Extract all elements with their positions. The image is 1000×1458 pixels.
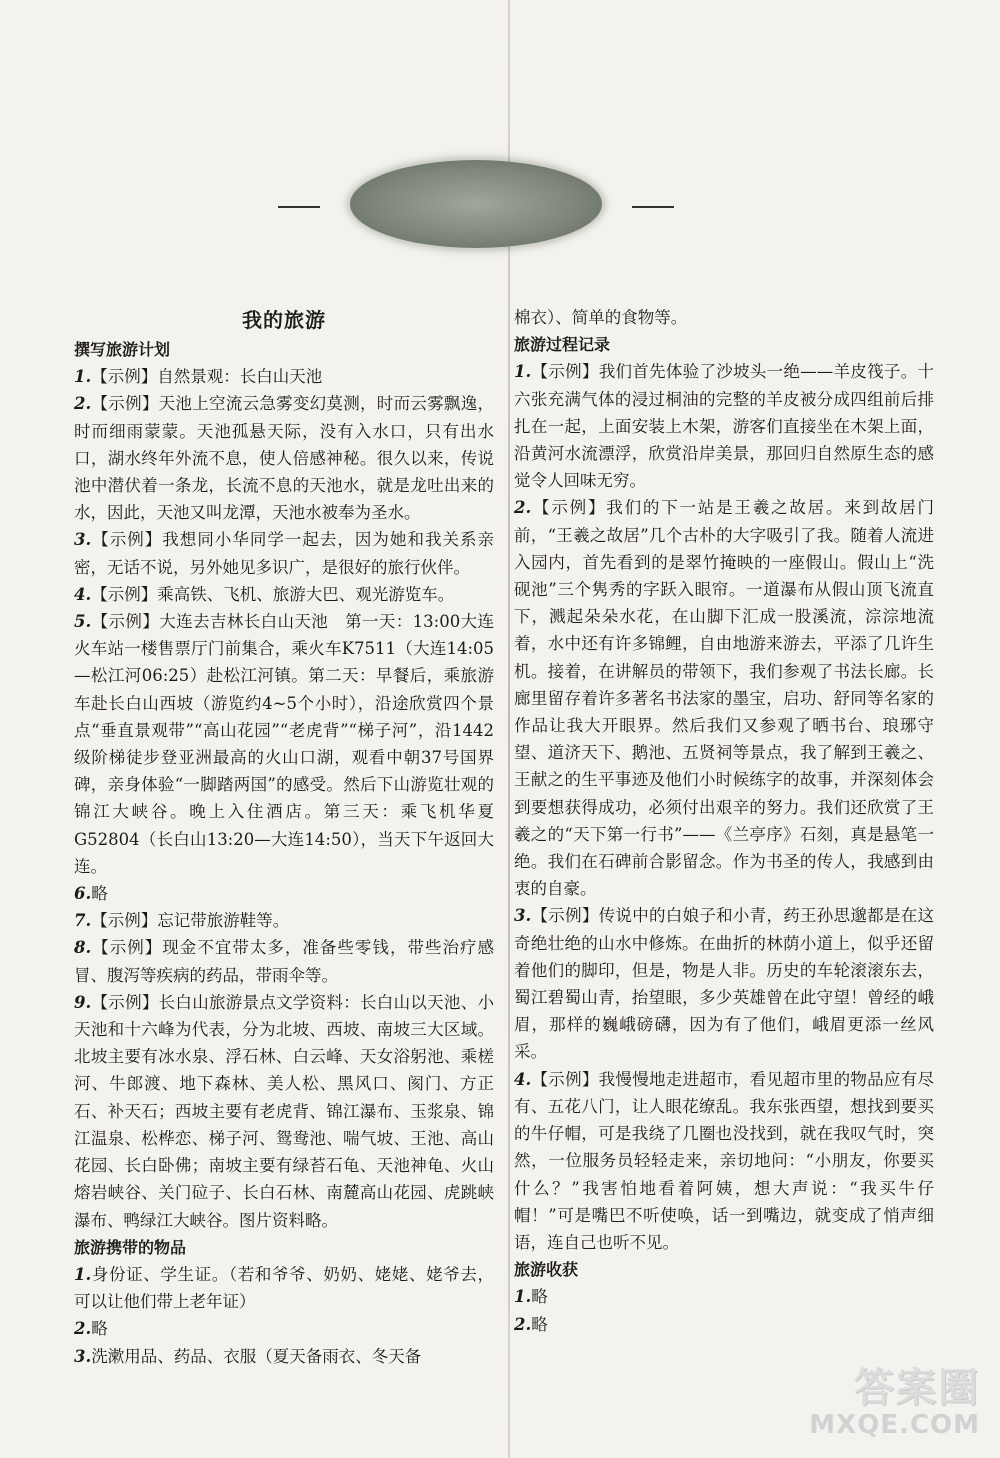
- item-number: 5.: [74, 612, 92, 632]
- item-text: 【示例】我们的下一站是王羲之故居。来到故居门前，“王羲之故居”几个古朴的大字吸引了我。随着人流进入园内，首先看到的是翠竹掩映的一座假山。假山上“洗砚池”三个隽秀的字跃入眼帘。一道瀑布从假山顶飞流直下，溅起朵朵水花，在山脚下汇成一股溪流，淙淙地流着，水中还有许多锦鲤，自由地游来游去，平添了几许生机。接着，在讲解员的带领下，我们参观了书法长廊。长廊里留存着许多著名书法家的墨宝，启功、舒同等名家的作品让我大开眼界。然后我们又参观了晒书台、琅琊守望、道济天下、鹅池、五贤祠等景点，我了解到王羲之、王献之的生平事迹及他们小时候练字的故事，并深刻体会到要想获得成功，必须付出艰辛的努力。我们还欣赏了王羲之的“天下第一行书”——《兰亭序》石刻，真是悬笔一绝。我们在石碑前合影留念。作为书圣的传人，我感到由衷的自豪。: [514, 498, 934, 899]
- item-text: 略: [531, 1314, 548, 1334]
- answer-paragraph: [514, 1066, 934, 1256]
- answer-paragraph: [74, 989, 494, 1234]
- answer-paragraph: [74, 1343, 494, 1370]
- section-heading: 撰写旅游计划: [74, 340, 171, 359]
- item-number: 1.: [514, 1287, 532, 1307]
- left-column-body: [74, 336, 494, 1370]
- header-banner: [276, 150, 676, 260]
- answer-paragraph: [74, 526, 494, 580]
- section-heading: 旅游过程记录: [514, 335, 611, 355]
- item-text: 【示例】长白山旅游景点文学资料：长白山以天池、小天池和十六峰为代表，分为北坡、西坡、南坡三大区域。北坡主要有冰水泉、浮石林、白云峰、天女浴躬池、乘槎河、牛郎渡、地下森林、美人松、黑风口、阂门、方正石、补天石；西坡主要有老虎背、锦江瀑布、玉浆泉、锦江温泉、松桦恋、梯子河、鸳鸯池、喘气坡、王池、高山花园、长白卧佛；南坡主要有绿苔石龟、天池神龟、火山熔岩峡谷、关门砬子、长白石林、南麓高山花园、虎跳峡瀑布、鸭绿江大峡谷。图片资料略。: [74, 992, 494, 1230]
- answer-paragraph: [74, 1315, 494, 1342]
- banner-oval: [350, 160, 602, 248]
- item-text: 【示例】忘记带旅游鞋等。: [91, 911, 290, 931]
- item-number: 3.: [514, 906, 532, 926]
- item-text: 身份证、学生证。（若和爷爷、奶奶、姥姥、姥爷去，可以让他们带上老年证）: [74, 1264, 494, 1312]
- banner-rule-left: [278, 206, 320, 208]
- item-text: 【示例】我想同小华同学一起去，因为她和我关系亲密，无话不说，另外她见多识广，是很好的旅行伙伴。: [74, 530, 494, 577]
- item-number: 2.: [74, 394, 92, 414]
- item-number: 1.: [74, 367, 92, 387]
- answer-paragraph: [514, 494, 934, 902]
- answer-paragraph: [74, 581, 494, 608]
- page-title: 我的旅游: [242, 308, 326, 332]
- item-text: 【示例】我慢慢地走进超市，看见超市里的物品应有尽有、五花八门，让人眼花缭乱。我东张西望，想找到要买的牛仔帽，可是我绕了几圈也没找到，就在我叹气时，突然，一位服务员轻轻走来，亲切地问：“小朋友，你要买什么？”我害怕地看着阿姨，想大声说：“我买牛仔帽！”可是嘴巴不听使唤，话一到嘴边，就变成了悄声细语，连自己也听不见。: [514, 1069, 934, 1252]
- item-number: 1.: [74, 1264, 92, 1284]
- item-text: 【示例】传说中的白娘子和小青，药王孙思邈都是在这奇绝壮绝的山水中修炼。在曲折的林荫小道上，似乎还留着他们的脚印，但是，物是人非。历史的车轮滚滚东去，蜀江碧蜀山青，抬望眼，多少英雄曾在此守望！曾经的峨眉，那样的巍峨磅礴，因为有了他们，峨眉更添一丝风采。: [514, 906, 934, 1062]
- answer-paragraph: [514, 358, 934, 494]
- item-number: 3.: [74, 1346, 92, 1366]
- item-text: 【示例】乘高铁、飞机、旅游大巴、观光游览车。: [91, 584, 455, 604]
- item-text: 【示例】现金不宜带太多，准备些零钱，带些治疗感冒、腹泻等疾病的药品，带雨伞等。: [74, 938, 494, 985]
- item-number: 1.: [514, 362, 532, 382]
- right-column: [514, 304, 934, 1338]
- left-column: [74, 304, 494, 1370]
- item-number: 8.: [74, 938, 92, 958]
- watermark-url: MXQE.COM: [809, 1410, 980, 1440]
- item-number: 4.: [74, 584, 92, 604]
- item-text: 洗漱用品、药品、衣服（夏天备雨衣、冬天备: [91, 1346, 422, 1366]
- item-text: 棉衣）、简单的食物等。: [514, 308, 688, 327]
- answer-paragraph: [514, 902, 934, 1065]
- answer-paragraph: [514, 1283, 934, 1310]
- answer-paragraph: [74, 880, 494, 907]
- item-text: 【示例】大连去吉林长白山天池 第一天：13:00大连火车站一楼售票厅门前集合，乘火车K7511（大连14:05—松江河06:25）赴松江河镇。第二天：早餐后，乘旅游车赴长白山西坡（游览约4~5个小时），沿途欣赏四个景点“垂直景观带”“高山花园”“老虎背”“梯子河”，沿1442级阶梯徒步登亚洲最高的火山口湖，观看中朝37号国界碑，亲身体验“一脚踏两国”的感受。然后下山游览壮观的锦江大峡谷。晚上入住酒店。第三天：乘飞机华夏G52804（长白山13:20—大连14:50），当天下午返回大连。: [74, 612, 494, 876]
- item-number: 9.: [74, 992, 92, 1012]
- right-column-body: [514, 304, 934, 1338]
- section-heading: 旅游携带的物品: [74, 1237, 187, 1257]
- item-text: 【示例】天池上空流云急雾变幻莫测，时而云雾飘逸，时而细雨蒙蒙。天池孤悬天际，没有入水口，只有出水口，湖水终年外流不息，使人倍感神秘。很久以来，传说池中潜伏着一条龙，长流不息的天池水，就是龙吐出来的水，因此，天池又叫龙潭，天池水被奉为圣水。: [74, 394, 494, 523]
- answer-paragraph: [74, 934, 494, 988]
- item-number: 2.: [514, 498, 532, 518]
- item-number: 2.: [74, 1319, 92, 1339]
- item-number: 2.: [514, 1314, 532, 1334]
- answer-paragraph: [74, 608, 494, 880]
- item-text: 略: [91, 884, 108, 904]
- item-number: 7.: [74, 911, 92, 931]
- answer-paragraph: [74, 363, 494, 390]
- watermark-logo: 答案圈: [854, 1365, 980, 1411]
- item-text: 略: [531, 1287, 548, 1307]
- section-heading: 旅游收获: [514, 1260, 579, 1280]
- item-text: 略: [91, 1319, 108, 1339]
- item-number: 6.: [74, 884, 92, 904]
- answer-paragraph: [74, 907, 494, 934]
- answer-paragraph: [514, 1311, 934, 1338]
- item-text: 【示例】自然景观：长白山天池: [91, 367, 323, 387]
- item-number: 4.: [514, 1069, 532, 1089]
- banner-rule-right: [632, 206, 674, 208]
- answer-paragraph: [514, 304, 934, 331]
- answer-paragraph: [74, 390, 494, 526]
- watermark: [809, 1366, 980, 1440]
- item-text: 【示例】我们首先体验了沙坡头一绝——羊皮筏子。十六张充满气体的浸过桐油的完整的羊皮被分成四组前后排扎在一起，上面安装上木架，游客们直接坐在木架上面，沿黄河水流漂浮，欣赏沿岸美景，那回归自然原生态的感觉令人回味无穷。: [514, 362, 934, 491]
- item-number: 3.: [74, 530, 92, 550]
- answer-paragraph: [74, 1261, 494, 1315]
